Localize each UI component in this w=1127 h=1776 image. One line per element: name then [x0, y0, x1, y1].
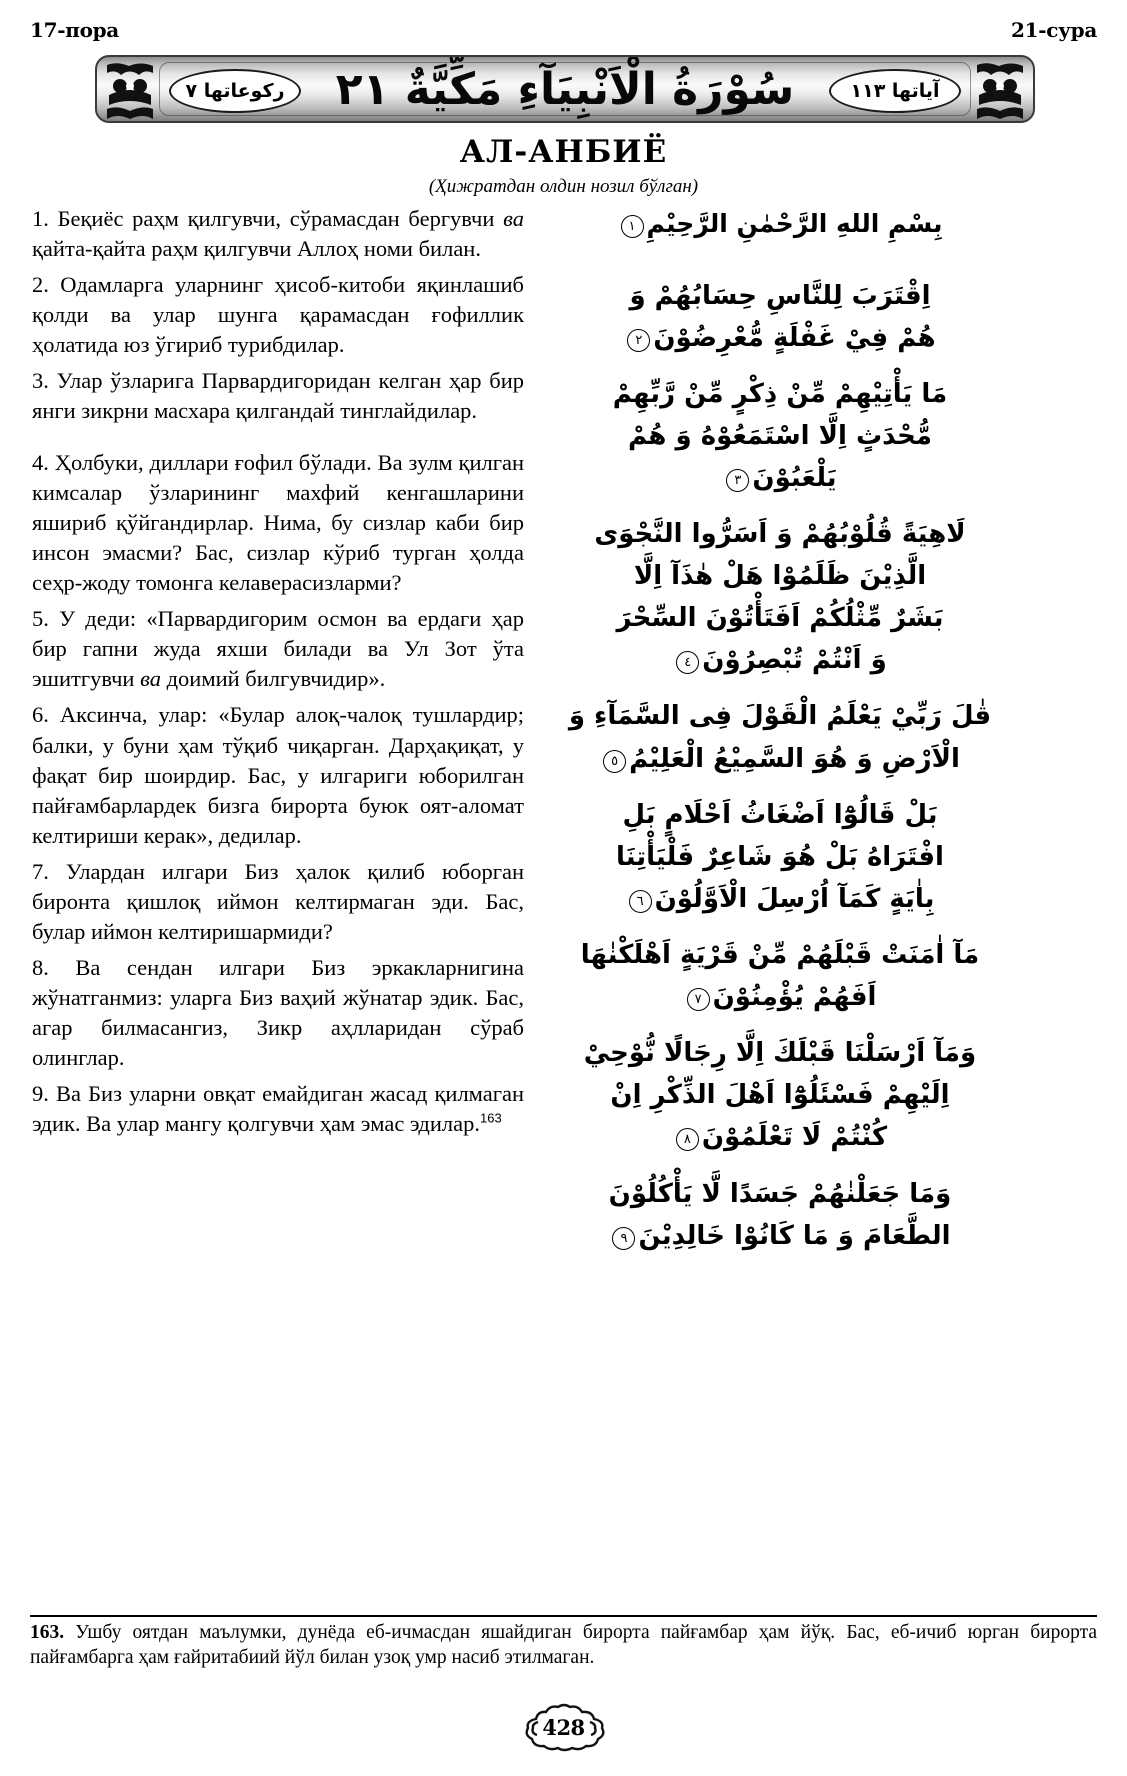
verse-number: 4.	[32, 450, 49, 476]
arabic-column	[546, 204, 1014, 1589]
verse-number: 3.	[32, 368, 49, 394]
ayah-number-marker: ٨	[676, 1128, 699, 1151]
surah-banner	[95, 55, 1035, 123]
ayah-text-line: اَفَهُمْ يُؤْمِنُوْنَ	[712, 982, 877, 1013]
ayah-number-marker: ٤	[676, 651, 699, 674]
ayah-number-marker: ٥	[603, 750, 626, 773]
running-head-surah: 21-сура	[1011, 18, 1097, 42]
ayah-line	[546, 513, 1014, 681]
ayah-text-line: بِاٰيَةٍ كَمَآ اُرْسِلَ الْاَوَّلُوْنَ	[654, 883, 935, 914]
verse-number: 7.	[32, 858, 49, 884]
ayah-text-line: كُنْتُمْ لَا تَعْلَمُوْنَ	[701, 1122, 888, 1153]
page-number-frame	[516, 1702, 612, 1752]
surah-revelation-note: (Ҳижратдан олдин нозил бўлган)	[428, 176, 699, 197]
ayah-number-marker: ٦	[629, 890, 652, 913]
verse-text: Аксинча, улар: «Булар алоқ-чалоқ тушлардир; балки, у буни ҳам тўқиб чиқарган. Дарҳақиқат, у фақат бир шоирдир. Бас, у илгариги юборилган пайғамбарлардек бизга бирорта буюк оят-аломат келтириши керак», дедилар.	[32, 702, 524, 848]
page-number	[0, 1702, 1127, 1752]
ayah-text-line: وَ اَنْتُمْ تُبْصِرُوْنَ	[702, 645, 887, 676]
translation-column	[32, 204, 524, 1589]
verse-item	[32, 448, 524, 598]
verse-text-cont: доимий билгувчидир».	[160, 666, 386, 692]
surah-banner-plate	[95, 55, 1035, 123]
ayah-text-line: اِقْتَرَبَ لِلنَّاسِ حِسَابُهُمْ وَ	[629, 280, 931, 311]
ayah-text-line: مَا يَأْتِيْهِمْ مِّنْ ذِكْرٍ مِّنْ رَّبِّهِمْ	[612, 378, 948, 409]
verse-item	[32, 1079, 524, 1139]
verse-item	[32, 700, 524, 850]
ayah-text-line: افْتَرَاهُ بَلْ هُوَ شَاعِرٌ فَلْيَأْتِنَا	[616, 841, 944, 872]
verse-number: 1.	[32, 206, 49, 231]
ayah-text-line: وَمَا جَعَلْنٰهُمْ جَسَدًا لَّا يَأْكُلُوْنَ	[608, 1178, 952, 1209]
ayah-line	[546, 373, 1014, 499]
page-number-text: 428	[542, 1715, 585, 1740]
verse-text: Ҳолбуки, диллари ғофил бўлади. Ва зулм қилган кимсалар ўзларининг махфий кенгашларини яшириб қўйгандирлар. Нима, бу сизлар каби бир инсон эмасми? Бас, сизлар кўриб турган ҳолда сеҳр-жоду томонга келаверасизларми?	[32, 450, 524, 596]
verse-item	[32, 270, 524, 360]
footnote-reference[interactable]: 163	[480, 1110, 502, 1126]
ayah-line	[546, 275, 1014, 359]
verse-emphasis: ва	[140, 666, 161, 692]
verse-emphasis: ва	[503, 206, 524, 231]
verse-item	[32, 366, 524, 426]
verse-text-cont: қайта-қайта раҳм қилгувчи Аллоҳ номи билан.	[32, 236, 481, 262]
verse-text: Ва сендан илгари Биз эркакларнигина жўнатганмиз: уларга Биз ваҳий жўнатар эдик. Бас, агар билмасангиз, Зикр аҳлларидан сўраб олинглар.	[32, 954, 524, 1070]
running-head-juz: 17-пора	[30, 18, 119, 42]
ayah-text-line: هُمْ فِيْ غَفْلَةٍ مُّعْرِضُوْنَ	[653, 322, 936, 353]
ayah-number-marker: ٩	[612, 1227, 635, 1250]
ayah-count-label: آياتها ١١٣	[850, 80, 940, 102]
ayah-text-line: مَآ اٰمَنَتْ قَبْلَهُمْ مِّنْ قَرْيَةٍ اَهْلَكْنٰهَا	[580, 940, 980, 971]
corner-ornament-left-icon	[99, 59, 161, 123]
corner-ornament-right-icon	[969, 59, 1031, 123]
running-head	[0, 18, 1127, 42]
ayah-text-line: بَلْ قَالُوْٓا اَضْغَاثُ اَحْلَامٍ بَلِ	[622, 799, 938, 830]
verse-number: 6.	[32, 702, 49, 728]
verse-item	[32, 857, 524, 947]
footnote-divider	[30, 1615, 1097, 1617]
ayah-number-marker: ٧	[687, 988, 710, 1011]
verse-item	[32, 953, 524, 1073]
ayah-number-marker: ١	[621, 215, 644, 238]
verse-text: Улардан илгари Биз ҳалок қилиб юборган биронта қишлоқ иймон келтирмаган эди. Бас, булар иймон келтиришармиди?	[32, 858, 524, 944]
verse-item	[32, 204, 524, 264]
body-columns	[32, 204, 1095, 1589]
ayah-text-line: الطَّعَامَ وَ مَا كَانُوْا خَالِدِيْنَ	[638, 1220, 951, 1251]
ayah-line	[546, 794, 1014, 920]
verse-text: Ва Биз уларни овқат емайдиган жасад қилмаган эдик. Ва улар мангу қолгувчи ҳам эмас эдилар.	[32, 1080, 525, 1136]
verse-number: 5.	[32, 606, 49, 632]
surah-banner-title: سُوْرَةُ الْاَنْبِيَآءِ مَكِّيَّةٌ ٢١	[335, 63, 795, 115]
ayah-number-marker: ٢	[627, 329, 650, 352]
footnote-text: Ушбу оятдан маълумки, дунёда еб-ичмасдан яшайдиган бирорта пайғамбар ҳам йўқ. Бас, еб-ичиб юрган бирорта пайғамбарга ҳам ғайритабиий йўл билан узоқ умр насиб этилмаган.	[30, 1622, 1097, 1668]
verse-text: У деди: «Парвардигорим осмон ва ердаги ҳар бир гапни жуда яхши билади ва Ул Зот ўта эшитгувчи	[32, 606, 524, 692]
page-title: АЛ-АНБИЁ	[459, 134, 668, 170]
ayah-line	[546, 1173, 1014, 1257]
bismillah-text: بِسْمِ اللهِ الرَّحْمٰنِ الرَّحِيْمِ	[646, 209, 943, 238]
footnote	[30, 1621, 1097, 1671]
ayah-count-badge	[829, 69, 961, 113]
ayah-number-marker: ٣	[726, 469, 749, 492]
ayah-text-line: قٰلَ رَبِّيْ يَعْلَمُ الْقَوْلَ فِى السَّمَآءِ وَ	[568, 701, 992, 732]
ayah-line	[546, 1032, 1014, 1158]
ayah-line	[546, 695, 1014, 779]
verse-number: 2.	[32, 272, 49, 298]
verse-text: Улар ўзларига Парвардигоридан келган ҳар бир янги зикрни масхара қилгандай тинглайдилар.	[32, 368, 524, 424]
ruku-count-badge	[169, 69, 301, 113]
ayah-text-line: يَلْعَبُوْنَ	[752, 462, 837, 493]
ayah-text-line: الْاَرْضِ وَ هُوَ السَّمِيْعُ الْعَلِيْمُ	[629, 743, 960, 774]
verse-text: Одамларга уларнинг ҳисоб-китоби яқинлашиб қолди ва улар шунга қарамасдан ғофиллик ҳолатида юз ўгириб турибдилар.	[32, 272, 524, 358]
ruku-count-label: ركوعاتها ٧	[185, 80, 285, 102]
bismillah-line	[546, 204, 1014, 245]
ayah-text-line: وَمَآ اَرْسَلْنَا قَبْلَكَ اِلَّا رِجَالًا نُّوْحِيْ	[583, 1038, 977, 1069]
ayah-text-line: لَاهِيَةً قُلُوْبُهُمْ وَ اَسَرُّوا النَّجْوَى	[594, 519, 966, 550]
ayah-text-line: بَشَرٌ مِّثْلُكُمْ اَفَتَأْتُوْنَ السِّحْرَ	[616, 603, 944, 634]
verse-number: 8.	[32, 954, 49, 980]
footnote-number: 163.	[30, 1622, 65, 1643]
ayah-line	[546, 934, 1014, 1018]
verse-item	[32, 604, 524, 694]
ayah-text-line: مُّحْدَثٍ اِلَّا اسْتَمَعُوْهُ وَ هُمْ	[628, 420, 932, 451]
ayah-text-line: الَّذِيْنَ ظَلَمُوْا هَلْ هٰذَآ اِلَّا	[633, 561, 927, 592]
ayah-text-line: اِلَيْهِمْ فَسْئَلُوْٓا اَهْلَ الذِّكْرِ اِنْ	[610, 1080, 950, 1111]
verse-number: 9.	[32, 1080, 49, 1106]
verse-text: Беқиёс раҳм қилгувчи, сўрамасдан бергувчи	[57, 206, 504, 231]
